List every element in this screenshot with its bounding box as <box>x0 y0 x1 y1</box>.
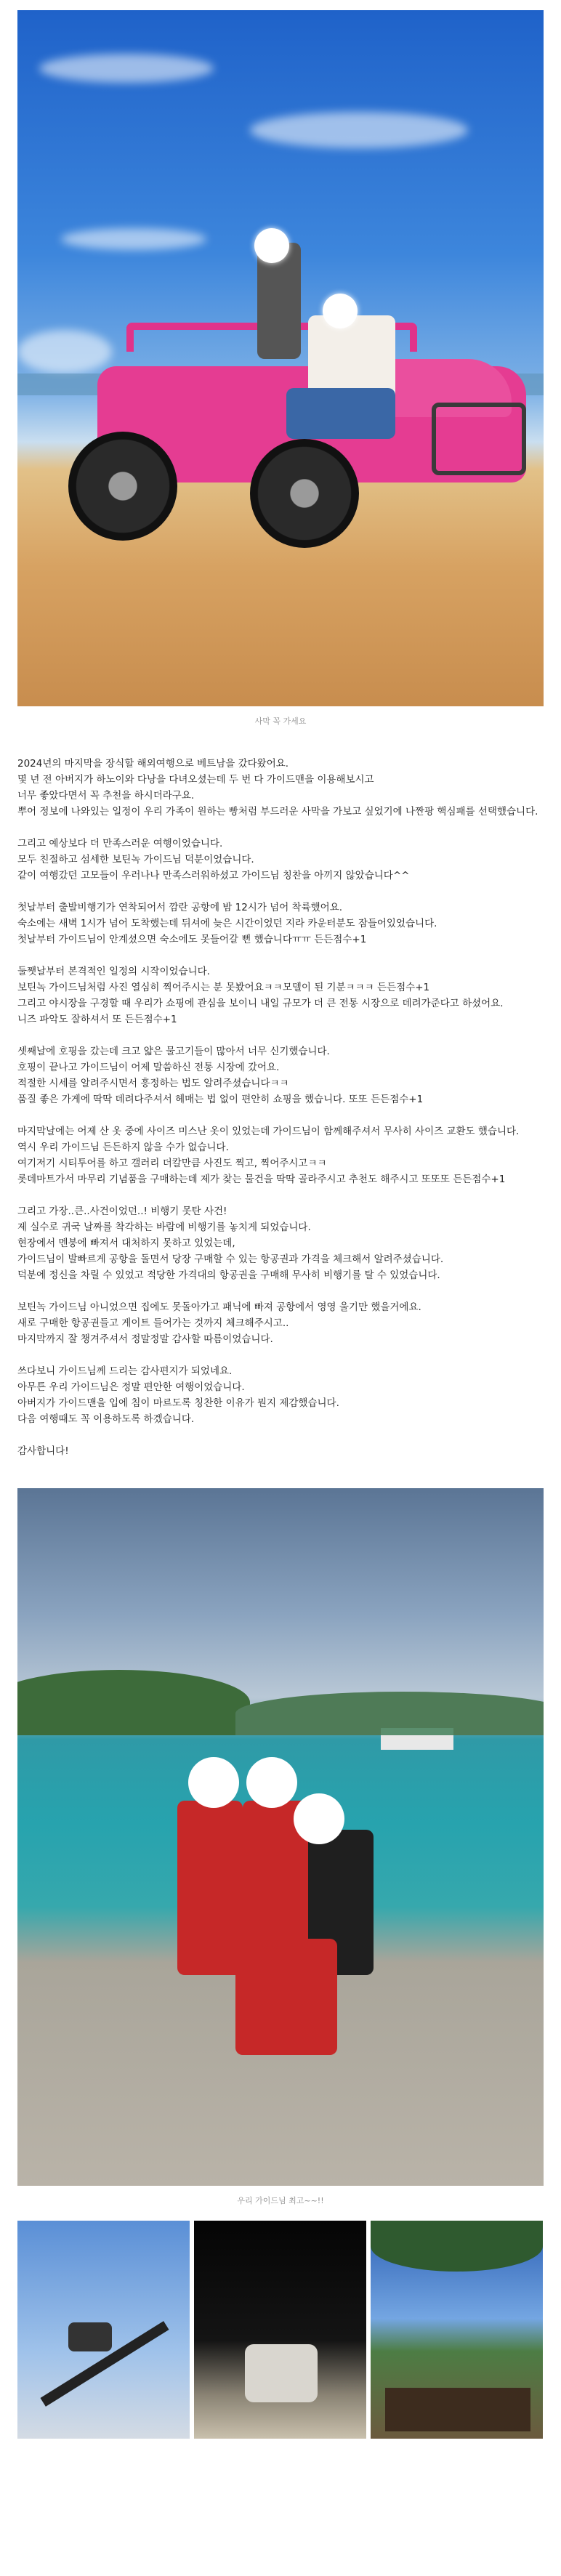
review-paragraph: 적절한 시세를 알려주시면서 흥정하는 법도 알려주셨습니다ㅋㅋ <box>17 1078 289 1089</box>
review-paragraph: 새로 구매한 항공권들고 게이트 들어가는 것까지 체크해주시고.. <box>17 1317 289 1329</box>
night-beach-photo <box>194 2221 366 2439</box>
review-text <box>17 756 544 1459</box>
review-paragraph: 현장에서 멘붕에 빠져서 대처하지 못하고 있었는데, <box>17 1237 235 1249</box>
review-paragraph: 너무 좋았다면서 꼭 추천을 하시더라구요. <box>17 790 195 802</box>
paragraph-gap <box>17 820 544 836</box>
blurred-face <box>246 1757 297 1808</box>
review-paragraph: 마지막까지 잘 챙겨주셔서 정말정말 감사할 따름이었습니다. <box>17 1333 273 1345</box>
thumbnail-row <box>17 2221 544 2439</box>
review-paragraph: 덕분에 정신을 차릴 수 있었고 적당한 가격대의 항공권을 구매해 무사히 비행기를 탈 수 있었습니다. <box>17 1269 440 1281</box>
blurred-face <box>254 228 289 263</box>
review-paragraph: 여기저기 시티투어를 하고 갤러리 더칼만큼 사진도 찍고, 찍어주시고ㅋㅋ <box>17 1158 327 1169</box>
review-paragraph: 모두 친절하고 섬세한 보틴녹 가이드님 덕분이었습니다. <box>17 854 254 865</box>
paragraph-gap <box>17 1347 544 1363</box>
blurred-face <box>188 1757 239 1808</box>
review-paragraph: 첫날부터 가이드님이 안계셨으면 숙소에도 못들어갈 뻔 했습니다ㅠㅠ 든든점수+1 <box>17 934 367 945</box>
review-paragraph: 그리고 가장..큰..사건이었던..! 비행기 못탄 사건! <box>17 1206 227 1217</box>
review-paragraph: 보틴녹 가이드님처럼 사진 열심히 찍어주시는 분 못봤어요ㅋㅋ모델이 된 기분ㅋㅋㅋ 든든점수+1 <box>17 982 430 993</box>
blurred-face <box>294 1793 344 1844</box>
review-paragraph: 아무튼 우리 가이드님은 정말 편안한 여행이었습니다. <box>17 1381 245 1393</box>
review-paragraph: 롯데마트가서 마무리 기념품을 구매하는데 제가 찾는 물건을 딱딱 골라주시고 추천도 해주시고 또또또 든든점수+1 <box>17 1174 506 1185</box>
hero-caption: 사막 꼭 가세요 <box>254 716 307 726</box>
review-paragraph: 니즈 파악도 잘하셔서 또 든든점수+1 <box>17 1014 177 1025</box>
review-paragraph: 다음 여행때도 꼭 이용하도록 하겠습니다. <box>17 1413 195 1425</box>
blurred-face <box>323 294 358 328</box>
paragraph-gap <box>17 948 544 964</box>
review-paragraph: 둘쨋날부터 본격적인 일정의 시작이었습니다. <box>17 966 210 977</box>
silhouette-photo <box>17 2221 190 2439</box>
review-paragraph: 그리고 예상보다 더 만족스러운 여행이었습니다. <box>17 838 223 849</box>
group-caption: 우리 가이드님 최고~~!! <box>237 2196 324 2205</box>
jeep-desert-photo <box>17 10 544 706</box>
review-paragraph: 몇 년 전 아버지가 하노이와 다낭을 다녀오셨는데 두 번 다 가이드맨을 이용해보시고 <box>17 774 374 786</box>
treetop-photo <box>371 2221 543 2439</box>
paragraph-gap <box>17 884 544 900</box>
paragraph-gap <box>17 1427 544 1443</box>
review-paragraph: 그리고 야시장을 구경할 때 우리가 쇼핑에 관심을 보이니 내일 규모가 더 큰 전통 시장으로 데려가준다고 하셨어요. <box>17 998 504 1009</box>
review-paragraph: 쓰다보니 가이드님께 드리는 감사편지가 되었네요. <box>17 1365 233 1377</box>
paragraph-gap <box>17 1187 544 1203</box>
review-paragraph: 2024년의 마지막을 장식할 해외여행으로 베트남을 갔다왔어요. <box>17 758 289 770</box>
paragraph-gap <box>17 1027 544 1043</box>
review-paragraph: 아버지가 가이드맨을 입에 침이 마르도록 칭찬한 이유가 뭔지 제감했습니다. <box>17 1397 339 1409</box>
review-paragraph: 마지막날에는 어제 산 옷 중에 사이즈 미스난 옷이 있었는데 가이드님이 함께해주셔서 무사히 사이즈 교환도 했습니다. <box>17 1126 520 1137</box>
review-paragraph: 뿌어 정보에 나와있는 일정이 우리 가족이 원하는 빵처럼 부드러운 사막을 가보고 싶었기에 나짠팡 핵심패를 선택했습니다. <box>17 806 538 817</box>
review-paragraph: 가이드님이 발빠르게 공항을 돌면서 당장 구매할 수 있는 항공권과 가격을 체크해서 알려주셨습니다. <box>17 1253 444 1265</box>
review-paragraph: 첫날부터 출발비행기가 연착되어서 깜란 공항에 밤 12시가 넘어 착륙했어요. <box>17 902 343 913</box>
review-paragraph: 감사합니다! <box>17 1445 69 1457</box>
review-paragraph: 셋째날에 호핑을 갔는데 크고 얇은 물고기들이 많아서 너무 신기했습니다. <box>17 1046 330 1057</box>
group-beach-photo <box>17 1488 544 2186</box>
review-paragraph: 품질 좋은 가게에 딱딱 데려다주셔서 헤매는 법 없이 편안히 쇼핑을 했습니다. 또또 든든점수+1 <box>17 1094 424 1105</box>
paragraph-gap <box>17 1107 544 1123</box>
review-paragraph: 숙소에는 새벽 1시가 넘어 도착했는데 뒤셔에 늦은 시간이었던 지라 카운터분도 잠들어있었습니다. <box>17 918 437 929</box>
review-paragraph: 보틴녹 가이드님 아니었으면 집에도 못돌아가고 패닉에 빠져 공항에서 영영 울기만 했을거에요. <box>17 1301 421 1313</box>
paragraph-gap <box>17 1283 544 1299</box>
boat <box>381 1728 453 1750</box>
review-paragraph: 역시 우리 가이드님 든든하지 않을 수가 없습니다. <box>17 1142 229 1153</box>
review-paragraph: 같이 여행갔던 고모들이 우러나나 만족스러워하셨고 가이드님 칭찬을 아끼지 않았습니다^^ <box>17 870 410 881</box>
review-paragraph: 호핑이 끝나고 가이드님이 어제 말씀하신 전통 시장에 갔어요. <box>17 1062 280 1073</box>
review-paragraph: 제 실수로 귀국 날짜를 착각하는 바람에 비행기를 놓치게 되었습니다. <box>17 1222 311 1233</box>
